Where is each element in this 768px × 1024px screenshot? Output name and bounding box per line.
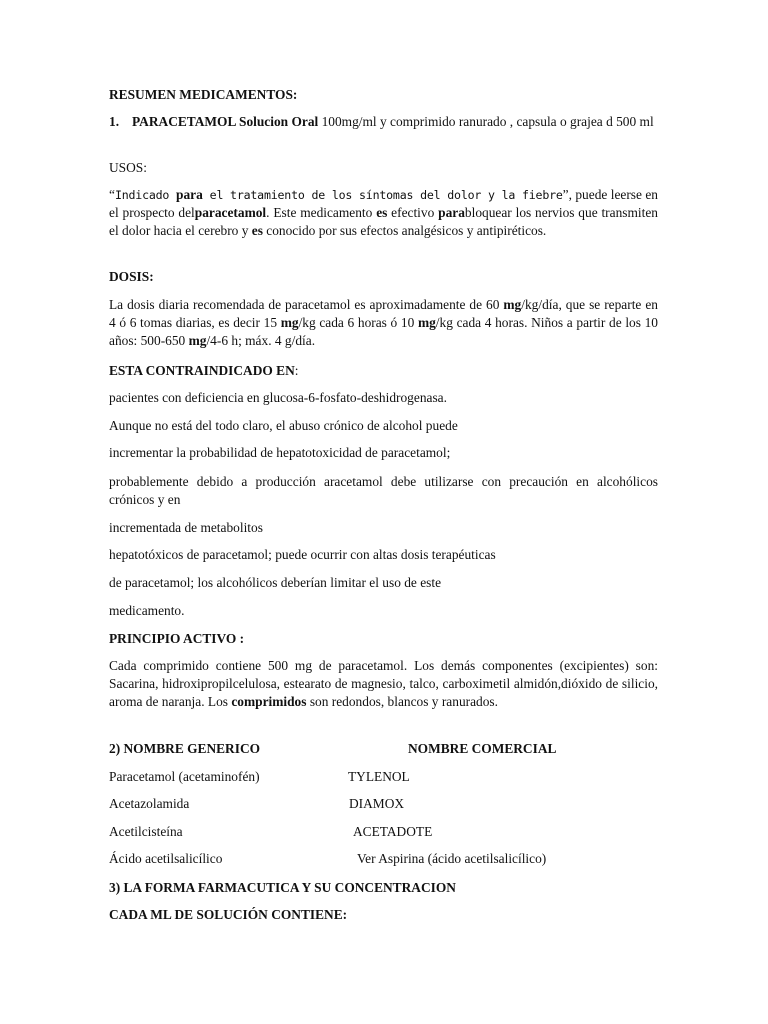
dosis-paragraph — [109, 296, 658, 350]
usos-bold-1: paracetamol — [194, 205, 267, 220]
contra-heading-line — [109, 362, 658, 380]
contra-colon: : — [294, 363, 299, 378]
section-4-heading: CADA ML DE SOLUCIÓN CONTIENE: — [109, 907, 348, 922]
item-1 — [109, 113, 658, 131]
principio-bold: comprimidos — [231, 694, 307, 709]
table-row-commercial: Ver Aspirina (ácido acetilsalicílico) — [357, 851, 547, 866]
dosis-heading: DOSIS: — [109, 269, 154, 284]
dosis-bold-4: mg — [188, 333, 207, 348]
contra-line: pacientes con deficiencia en glucosa-6-fosfato-deshidrogenasa. — [109, 390, 447, 405]
contra-line: de paracetamol; los alcohólicos deberían limitar el uso de este — [109, 575, 442, 590]
quote-part-1: Indicado — [114, 188, 177, 202]
dosis-bold-1: mg — [503, 297, 522, 312]
contra-line: hepatotóxicos de paracetamol; puede ocurrir con altas dosis terapéuticas — [109, 547, 496, 562]
table-header-commercial: NOMBRE COMERCIAL — [408, 741, 557, 756]
quote-open: “ — [109, 187, 115, 202]
table-row-commercial: DIAMOX — [349, 796, 405, 811]
contra-line: incrementar la probabilidad de hepatotoxicidad de paracetamol; — [109, 445, 451, 460]
contra-line: Aunque no está del todo claro, el abuso crónico de alcohol puede — [109, 418, 458, 433]
document-title: RESUMEN MEDICAMENTOS: — [109, 87, 298, 102]
usos-text-3: bloquear los nervios que transmiten el dolor hacia el cerebro y — [109, 205, 658, 238]
table-row-commercial: ACETADOTE — [353, 824, 433, 839]
usos-text-4: conocido por sus efectos analgésicos y antipiréticos. — [262, 223, 547, 238]
usos-bold-3: para — [438, 205, 465, 220]
dosis-bold-3: mg — [417, 315, 436, 330]
item-1-bold: PARACETAMOL Solucion Oral — [132, 114, 319, 129]
contra-line: medicamento. — [109, 603, 185, 618]
principio-paragraph — [109, 657, 658, 711]
table-row-generic: Paracetamol (acetaminofén) — [109, 769, 260, 784]
table-row-generic: Acetazolamida — [109, 796, 190, 811]
usos-heading: USOS: — [109, 160, 147, 175]
dosis-text-4: /kg cada 4 horas. Niños a partir de los 10 años: 500-650 — [109, 315, 658, 348]
usos-bold-2: es — [376, 205, 388, 220]
dosis-text-1: La dosis diaria recomendada de paracetamol es aproximadamente de 60 — [109, 297, 504, 312]
table-header-generic: 2) NOMBRE GENERICO — [109, 741, 261, 756]
usos-bold-4: es — [251, 223, 263, 238]
usos-text-2: efectivo — [387, 205, 439, 220]
dosis-text-3: /kg cada 6 horas ó 10 — [298, 315, 418, 330]
usos-text-1: . Este medicamento — [266, 205, 377, 220]
contra-heading: ESTA CONTRAINDICADO EN — [109, 363, 295, 378]
usos-paragraph — [109, 186, 658, 240]
item-1-number: 1. — [109, 114, 120, 129]
contra-line: probablemente debido a producción aracetamol debe utilizarse con precaución en alcohólicos crónicos y en — [109, 474, 658, 507]
principio-text-1: Cada comprimido contiene 500 mg de paracetamol. Los demás componentes (excipientes) son: Sacarina, hidroxipropilcelulosa, estearato de magnesio, talco, carboximetil almidón,dióxido de silicio, aroma de naranja. Los — [109, 658, 658, 709]
table-row-generic: Acetilcisteína — [109, 824, 183, 839]
quote-part-2: el tratamiento de los síntomas del dolor y la fiebre — [202, 188, 563, 202]
contra-line: incrementada de metabolitos — [109, 520, 263, 535]
dosis-text-2: /kg/día, que se reparte en 4 ó 6 tomas diarias, es decir 15 — [109, 297, 658, 330]
quote-bold: para — [176, 187, 203, 202]
quote-close: ”, puede leerse en el prospecto del — [109, 187, 658, 220]
dosis-text-5: /4-6 h; máx. 4 g/día. — [206, 333, 316, 348]
principio-heading: PRINCIPIO ACTIVO : — [109, 631, 245, 646]
section-3-heading: 3) LA FORMA FARMACUTICA Y SU CONCENTRACION — [109, 880, 456, 895]
table-row-commercial: TYLENOL — [348, 769, 410, 784]
item-1-text: 100mg/ml y comprimido ranurado , capsula o grajea d 500 ml — [318, 114, 654, 129]
table-row-generic: Ácido acetilsalicílico — [109, 851, 223, 866]
dosis-bold-2: mg — [280, 315, 299, 330]
principio-text-2: son redondos, blancos y ranurados. — [306, 694, 498, 709]
